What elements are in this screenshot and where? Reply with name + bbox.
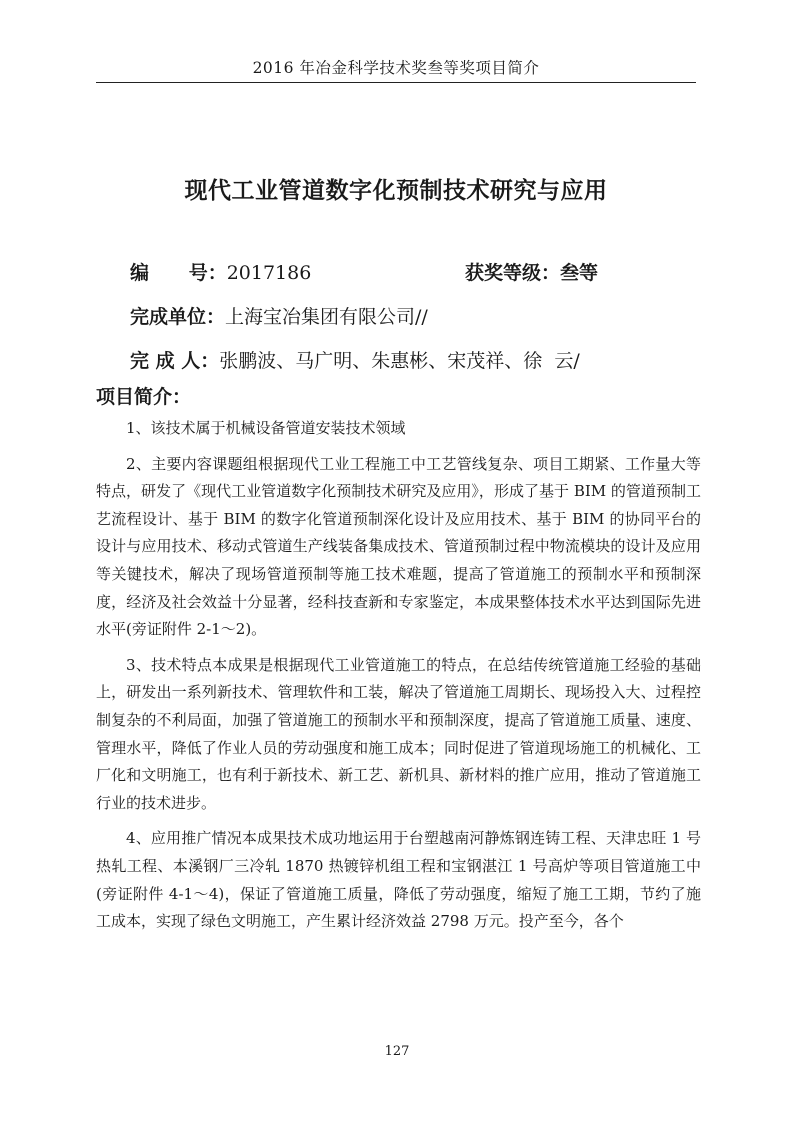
award-value: 叁等 — [560, 262, 599, 284]
paragraph-4: 4、应用推广情况本成果技术成功地运用于台塑越南河静炼钢连铸工程、天津忠旺 1 号热轧工程、本溪钢厂三冷轧 1870 热镀锌机组工程和宝钢湛江 1 号高炉等项目管道施工中(旁证附件 4-1～4)，保证了管道施工质量，降低了劳动强度，缩短了施工工期，节约了施工成本，实现了绿色文明施工，产生累计经济效益 2798 万元。投产至今，各个 — [96, 829, 701, 931]
paragraph-2: 2、主要内容课题组根据现代工业工程施工中工艺管线复杂、项目工期紧、工作量大等特点，研发了《现代工业管道数字化预制技术研究及应用》，形成了基于 BIM 的管道预制工艺流程设计、基于 BIM 的数字化管道预制深化设计及应用技术、基于 BIM 的协同平台的设计与应用技术、移动式管道生产线装备集成技术、管道预制过程中物流模块的设计及应用等关键技术，解决了现场管道预制等施工技术难题，提高了管道施工的预制水平和预制深度，经济及社会效益十分显著，经科技查新和专家鉴定，本成果整体技术水平达到国际先进水平(旁证附件 2-1～2)。 — [96, 454, 701, 639]
award-level — [465, 258, 598, 285]
running-header: 2016 年冶金科学技术奖叁等奖项目简介 — [252, 59, 540, 77]
number-value: 2017186 — [226, 262, 312, 284]
body-text — [96, 415, 701, 944]
paragraph-3: 3、技术特点本成果是根据现代工业管道施工的特点，在总结传统管道施工经验的基础上，研发出一系列新技术、管理软件和工装，解决了管道施工周期长、现场投入大、过程控制复杂的不利局面，加强了管道施工的预制水平和预制深度，提高了管道施工质量、速度、管理水平，降低了作业人员的劳动强度和施工成本；同时促进了管道现场施工的机械化、工厂化和文明施工，也有利于新技术、新工艺、新机具、新材料的推广应用，推动了管道施工行业的技术进步。 — [96, 655, 701, 812]
people-label: 完 成 人： — [130, 350, 220, 372]
meta-row-unit — [130, 302, 710, 329]
unit-label: 完成单位： — [130, 306, 226, 328]
meta-row-number-award — [130, 258, 710, 285]
section-heading: 项目简介： — [96, 386, 192, 408]
number-label: 编 号： — [130, 262, 227, 284]
people-value: 张鹏波、马广明、朱惠彬、宋茂祥、徐 云/ — [219, 350, 580, 372]
page-number: 127 — [384, 1044, 410, 1059]
paragraph-1: 1、该技术属于机械设备管道安装技术领域 — [126, 419, 406, 437]
meta-row-people — [130, 346, 710, 373]
unit-value: 上海宝冶集团有限公司// — [225, 306, 428, 328]
header-rule — [96, 82, 696, 83]
award-label: 获奖等级： — [465, 262, 561, 284]
document-title: 现代工业管道数字化预制技术研究与应用 — [184, 178, 608, 204]
